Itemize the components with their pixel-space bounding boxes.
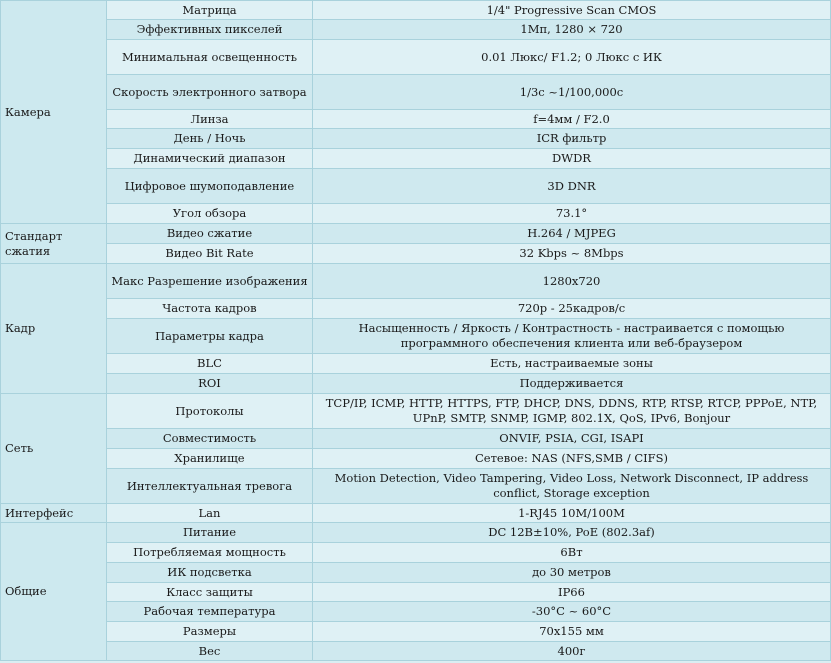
- value-cell: -30°C ~ 60°C: [313, 602, 831, 622]
- value-cell: Насыщенность / Яркость / Контрастность - настраивается с помощью программного обеспечения клиента или веб-браузером: [313, 319, 831, 354]
- parameter-cell: Цифровое шумоподавление: [107, 169, 313, 204]
- value-cell: 70x155 мм: [313, 622, 831, 642]
- value-cell: Есть, настраиваемые зоны: [313, 354, 831, 374]
- parameter-cell: Интеллектуальная тревога: [107, 469, 313, 504]
- table-row: [1, 469, 831, 504]
- parameter-cell: Линза: [107, 110, 313, 129]
- category-cell: Интерфейс: [1, 504, 107, 523]
- value-cell: 0.01 Люкс/ F1.2; 0 Люкс с ИК: [313, 40, 831, 75]
- value-cell: 73.1°: [313, 204, 831, 224]
- parameter-cell: Макс Разрешение изображения: [107, 264, 313, 299]
- table-row: [1, 264, 831, 299]
- value-cell: 32 Kbps ~ 8Mbps: [313, 244, 831, 264]
- parameter-cell: Минимальная освещенность: [107, 40, 313, 75]
- parameter-cell: Размеры: [107, 622, 313, 642]
- value-cell: DWDR: [313, 149, 831, 169]
- table-row: [1, 602, 831, 622]
- value-cell: 1280x720: [313, 264, 831, 299]
- parameter-cell: BLC: [107, 354, 313, 374]
- value-cell: 1/3с ~1/100,000с: [313, 75, 831, 110]
- category-cell: Стандарт сжатия: [1, 224, 107, 264]
- parameter-cell: Видео сжатие: [107, 224, 313, 244]
- table-row: [1, 622, 831, 642]
- value-cell: Поддерживается: [313, 374, 831, 394]
- table-row: [1, 563, 831, 583]
- table-row: [1, 299, 831, 319]
- table-row: [1, 429, 831, 449]
- table-row: [1, 149, 831, 169]
- parameter-cell: Вес: [107, 642, 313, 661]
- category-cell: Кадр: [1, 264, 107, 394]
- value-cell: TCP/IP, ICMP, HTTP, HTTPS, FTP, DHCP, DNS, DDNS, RTP, RTSP, RTCP, PPPoE, NTP, UPnP, SMTP, SNMP, IGMP, 802.1X, QoS, IPv6, Bonjour: [313, 394, 831, 429]
- value-cell: IP66: [313, 583, 831, 602]
- category-cell: Камера: [1, 1, 107, 224]
- value-cell: Сетевое: NAS (NFS,SMB / CIFS): [313, 449, 831, 469]
- value-cell: 720p - 25кадров/с: [313, 299, 831, 319]
- table-row: [1, 204, 831, 224]
- table-row: [1, 642, 831, 661]
- value-cell: f=4мм / F2.0: [313, 110, 831, 129]
- parameter-cell: Потребляемая мощность: [107, 543, 313, 563]
- value-cell: Motion Detection, Video Tampering, Video Loss, Network Disconnect, IP address conflict, Storage exception: [313, 469, 831, 504]
- value-cell: ICR фильтр: [313, 129, 831, 149]
- value-cell: 3D DNR: [313, 169, 831, 204]
- parameter-cell: Совместимость: [107, 429, 313, 449]
- table-row: [1, 319, 831, 354]
- value-cell: ONVIF, PSIA, CGI, ISAPI: [313, 429, 831, 449]
- parameter-cell: Матрица: [107, 1, 313, 20]
- table-row: [1, 523, 831, 543]
- table-row: [1, 354, 831, 374]
- parameter-cell: Класс защиты: [107, 583, 313, 602]
- parameter-cell: День / Ночь: [107, 129, 313, 149]
- table-row: [1, 129, 831, 149]
- value-cell: H.264 / MJPEG: [313, 224, 831, 244]
- table-row: [1, 20, 831, 40]
- parameter-cell: Угол обзора: [107, 204, 313, 224]
- table-row: [1, 449, 831, 469]
- parameter-cell: Питание: [107, 523, 313, 543]
- table-row: [1, 244, 831, 264]
- table-row: [1, 543, 831, 563]
- parameter-cell: ROI: [107, 374, 313, 394]
- spec-table-body: [1, 1, 831, 661]
- value-cell: 400г: [313, 642, 831, 661]
- category-cell: Сеть: [1, 394, 107, 504]
- parameter-cell: Рабочая температура: [107, 602, 313, 622]
- parameter-cell: Хранилище: [107, 449, 313, 469]
- value-cell: 1/4" Progressive Scan CMOS: [313, 1, 831, 20]
- value-cell: 6Вт: [313, 543, 831, 563]
- value-cell: 1-RJ45 10M/100M: [313, 504, 831, 523]
- table-row: [1, 75, 831, 110]
- parameter-cell: Эффективных пикселей: [107, 20, 313, 40]
- parameter-cell: Протоколы: [107, 394, 313, 429]
- table-row: [1, 1, 831, 20]
- parameter-cell: Скорость электронного затвора: [107, 75, 313, 110]
- category-cell: Общие: [1, 523, 107, 661]
- table-row: [1, 504, 831, 523]
- table-row: [1, 169, 831, 204]
- table-row: [1, 224, 831, 244]
- value-cell: DC 12В±10%, PoE (802.3af): [313, 523, 831, 543]
- table-row: [1, 374, 831, 394]
- parameter-cell: Lan: [107, 504, 313, 523]
- value-cell: до 30 метров: [313, 563, 831, 583]
- parameter-cell: Динамический диапазон: [107, 149, 313, 169]
- table-row: [1, 394, 831, 429]
- table-row: [1, 110, 831, 129]
- parameter-cell: ИК подсветка: [107, 563, 313, 583]
- parameter-cell: Частота кадров: [107, 299, 313, 319]
- table-row: [1, 583, 831, 602]
- parameter-cell: Видео Bit Rate: [107, 244, 313, 264]
- table-row: [1, 40, 831, 75]
- parameter-cell: Параметры кадра: [107, 319, 313, 354]
- value-cell: 1Мп, 1280 × 720: [313, 20, 831, 40]
